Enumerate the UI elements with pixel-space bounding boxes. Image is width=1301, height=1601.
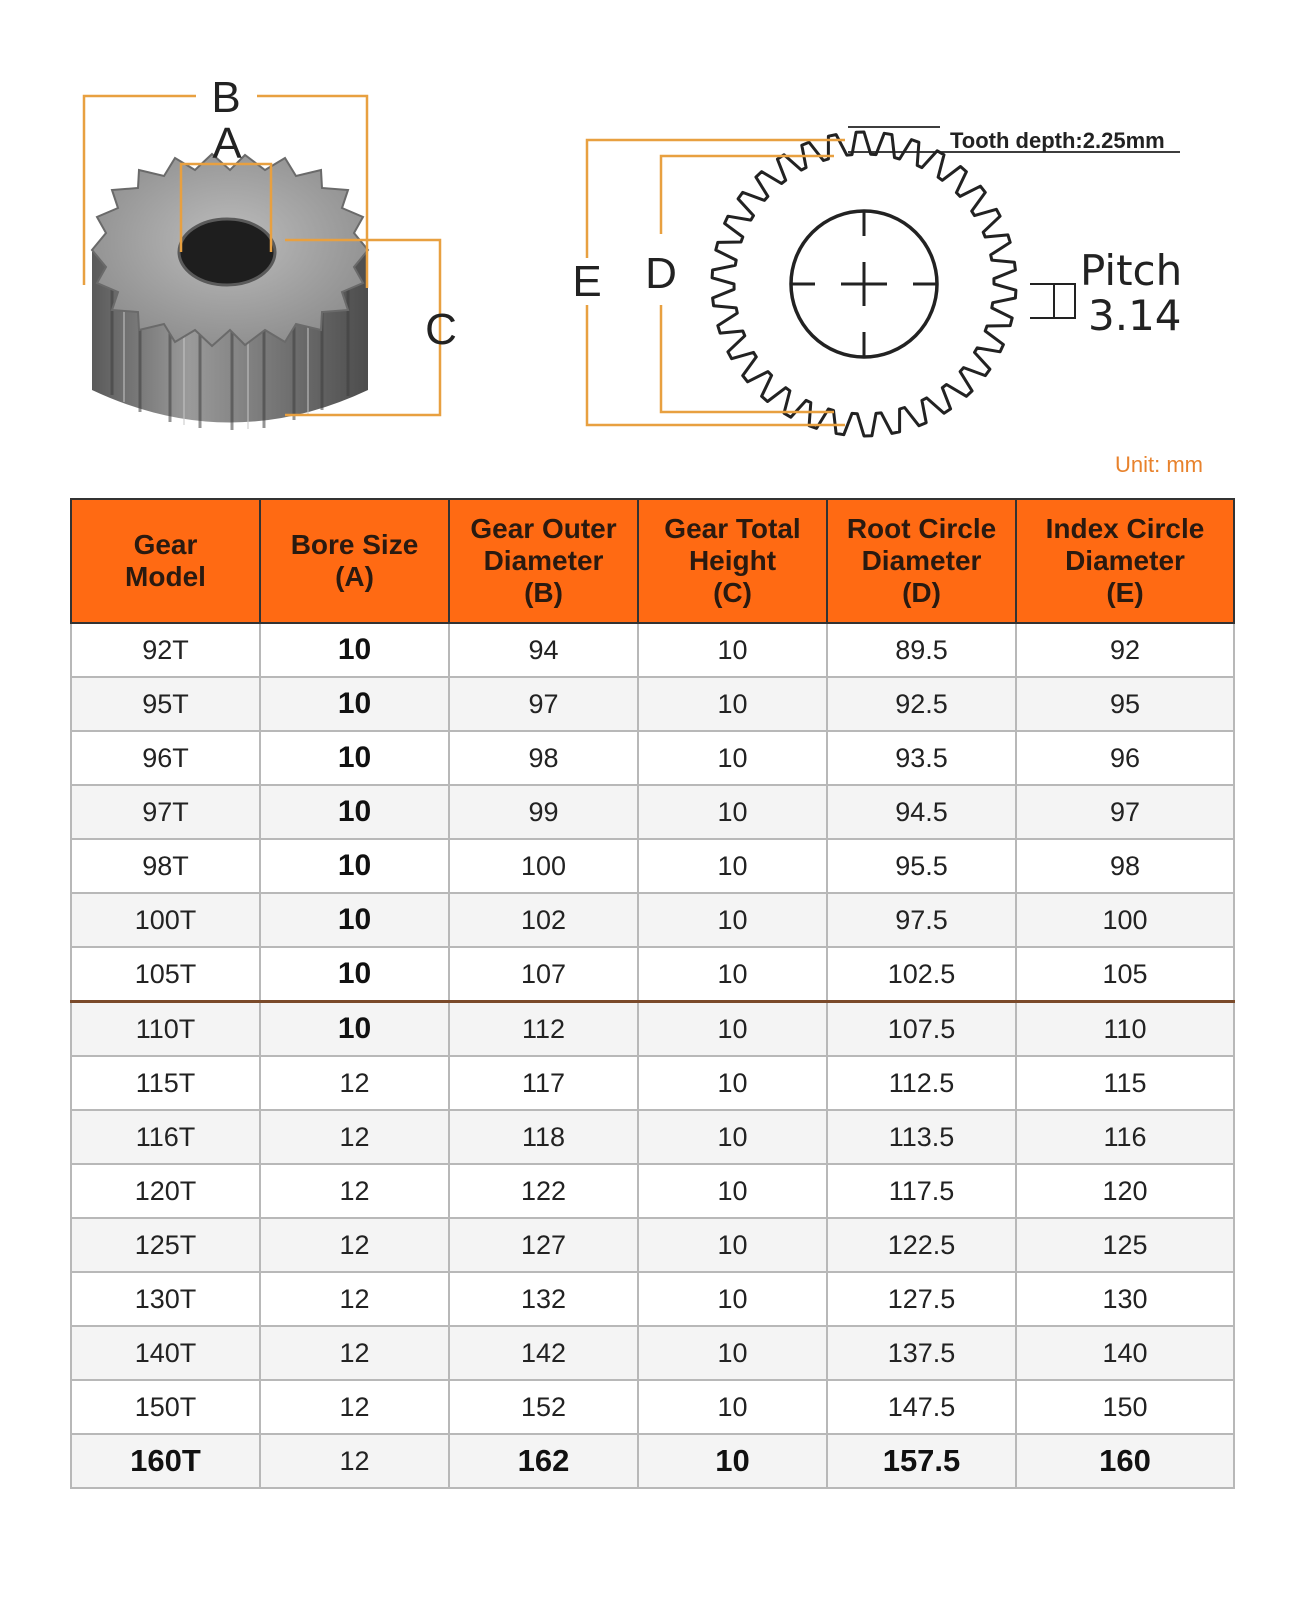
gear-bore-hole xyxy=(179,219,275,285)
table-cell: 140T xyxy=(71,1326,260,1380)
label-c: C xyxy=(425,305,457,354)
table-cell: 10 xyxy=(260,1002,449,1057)
table-cell: 10 xyxy=(638,947,827,1002)
table-cell: 100 xyxy=(449,839,638,893)
column-header-line: Root Circle xyxy=(846,513,997,544)
table-cell: 105 xyxy=(1016,947,1234,1002)
column-header-line: (C) xyxy=(713,577,752,608)
table-cell: 10 xyxy=(638,1272,827,1326)
table-body xyxy=(71,623,1234,1488)
table-row xyxy=(71,623,1234,677)
column-header-line: (E) xyxy=(1106,577,1144,608)
table-cell: 93.5 xyxy=(827,731,1016,785)
table-cell: 117.5 xyxy=(827,1164,1016,1218)
column-header-line: Diameter xyxy=(1065,545,1185,576)
table-cell: 10 xyxy=(638,1434,827,1488)
table-cell: 105T xyxy=(71,947,260,1002)
table-cell: 10 xyxy=(638,1218,827,1272)
table-cell: 10 xyxy=(638,785,827,839)
table-cell: 10 xyxy=(260,731,449,785)
table-row xyxy=(71,1380,1234,1434)
table-row xyxy=(71,1218,1234,1272)
table-cell: 10 xyxy=(638,1326,827,1380)
table-cell: 150T xyxy=(71,1380,260,1434)
column-header-line: (A) xyxy=(335,561,374,592)
table-cell: 10 xyxy=(638,1164,827,1218)
table-cell: 10 xyxy=(638,623,827,677)
table-cell: 120T xyxy=(71,1164,260,1218)
table-cell: 110 xyxy=(1016,1002,1234,1057)
gear-schematic xyxy=(712,132,1016,436)
table-header-row xyxy=(71,499,1234,623)
table-cell: 162 xyxy=(449,1434,638,1488)
table-cell: 100 xyxy=(1016,893,1234,947)
table-cell: 100T xyxy=(71,893,260,947)
table-row xyxy=(71,1056,1234,1110)
table-row xyxy=(71,1326,1234,1380)
table-row xyxy=(71,1110,1234,1164)
table-cell: 95 xyxy=(1016,677,1234,731)
table-cell: 10 xyxy=(260,893,449,947)
table-cell: 160 xyxy=(1016,1434,1234,1488)
table-cell: 150 xyxy=(1016,1380,1234,1434)
table-cell: 12 xyxy=(260,1110,449,1164)
table-cell: 94.5 xyxy=(827,785,1016,839)
table-cell: 92T xyxy=(71,623,260,677)
table-row xyxy=(71,947,1234,1002)
table-cell: 12 xyxy=(260,1434,449,1488)
unit-label: Unit: mm xyxy=(1115,452,1203,477)
column-header-line: (B) xyxy=(524,577,563,608)
column-header-line: Model xyxy=(125,561,206,592)
table-cell: 130T xyxy=(71,1272,260,1326)
table-cell: 96T xyxy=(71,731,260,785)
table-cell: 94 xyxy=(449,623,638,677)
table-cell: 98T xyxy=(71,839,260,893)
table-cell: 142 xyxy=(449,1326,638,1380)
table-row xyxy=(71,1164,1234,1218)
table-cell: 112 xyxy=(449,1002,638,1057)
column-header xyxy=(71,499,260,623)
table-cell: 95.5 xyxy=(827,839,1016,893)
table-cell: 127 xyxy=(449,1218,638,1272)
table-row xyxy=(71,893,1234,947)
table-row xyxy=(71,677,1234,731)
pitch-label: Pitch xyxy=(1080,246,1183,295)
table-cell: 10 xyxy=(638,1056,827,1110)
table-cell: 117 xyxy=(449,1056,638,1110)
column-header xyxy=(1016,499,1234,623)
table-cell: 98 xyxy=(449,731,638,785)
table-cell: 102 xyxy=(449,893,638,947)
table-cell: 10 xyxy=(260,839,449,893)
table-row xyxy=(71,731,1234,785)
table-cell: 98 xyxy=(1016,839,1234,893)
table-cell: 10 xyxy=(638,893,827,947)
table-cell: 97 xyxy=(1016,785,1234,839)
label-e: E xyxy=(572,257,602,306)
table-cell: 89.5 xyxy=(827,623,1016,677)
table-cell: 130 xyxy=(1016,1272,1234,1326)
table-cell: 107 xyxy=(449,947,638,1002)
label-b: B xyxy=(211,73,241,122)
gear-photo xyxy=(92,154,368,430)
table-cell: 12 xyxy=(260,1164,449,1218)
table-cell: 12 xyxy=(260,1272,449,1326)
column-header-line: Height xyxy=(688,545,777,576)
table-cell: 99 xyxy=(449,785,638,839)
gear-diagram xyxy=(0,0,1301,490)
table-cell: 92 xyxy=(1016,623,1234,677)
table-cell: 10 xyxy=(638,1110,827,1164)
table-cell: 147.5 xyxy=(827,1380,1016,1434)
table-cell: 95T xyxy=(71,677,260,731)
table-cell: 125 xyxy=(1016,1218,1234,1272)
table-cell: 160T xyxy=(71,1434,260,1488)
column-header-line: Gear Outer xyxy=(470,513,617,544)
table-cell: 10 xyxy=(260,677,449,731)
table-cell: 10 xyxy=(260,947,449,1002)
table-cell: 110T xyxy=(71,1002,260,1057)
column-header xyxy=(827,499,1016,623)
table-cell: 152 xyxy=(449,1380,638,1434)
column-header-line: Diameter xyxy=(861,545,982,576)
pitch-value: 3.14 xyxy=(1088,291,1182,340)
table-row xyxy=(71,1434,1234,1488)
table-cell: 116T xyxy=(71,1110,260,1164)
label-d: D xyxy=(645,249,677,298)
table-row xyxy=(71,839,1234,893)
table-cell: 10 xyxy=(638,1380,827,1434)
table-cell: 12 xyxy=(260,1218,449,1272)
table-cell: 107.5 xyxy=(827,1002,1016,1057)
table-cell: 97 xyxy=(449,677,638,731)
tooth-depth-label: Tooth depth:2.25mm xyxy=(950,128,1165,153)
table-cell: 122 xyxy=(449,1164,638,1218)
column-header-line: (D) xyxy=(902,577,941,608)
column-header-line: Bore Size xyxy=(290,529,419,560)
pitch-leader xyxy=(1030,284,1075,318)
table-cell: 97T xyxy=(71,785,260,839)
table-cell: 92.5 xyxy=(827,677,1016,731)
table-cell: 157.5 xyxy=(827,1434,1016,1488)
table-cell: 10 xyxy=(638,839,827,893)
table-cell: 120 xyxy=(1016,1164,1234,1218)
table-cell: 118 xyxy=(449,1110,638,1164)
table-cell: 132 xyxy=(449,1272,638,1326)
table-cell: 10 xyxy=(638,677,827,731)
table-row xyxy=(71,1002,1234,1057)
column-header xyxy=(449,499,638,623)
table-row xyxy=(71,785,1234,839)
column-header-line: Gear xyxy=(133,529,198,560)
column-header xyxy=(260,499,449,623)
table-cell: 96 xyxy=(1016,731,1234,785)
table-row xyxy=(71,1272,1234,1326)
table-cell: 125T xyxy=(71,1218,260,1272)
table-cell: 127.5 xyxy=(827,1272,1016,1326)
column-header xyxy=(638,499,827,623)
label-a: A xyxy=(212,119,242,168)
column-header-line: Gear Total xyxy=(664,513,801,544)
table-cell: 102.5 xyxy=(827,947,1016,1002)
table-cell: 97.5 xyxy=(827,893,1016,947)
table-cell: 122.5 xyxy=(827,1218,1016,1272)
table-cell: 10 xyxy=(638,731,827,785)
table-cell: 115 xyxy=(1016,1056,1234,1110)
column-header-line: Diameter xyxy=(483,545,604,576)
table-cell: 112.5 xyxy=(827,1056,1016,1110)
table-cell: 137.5 xyxy=(827,1326,1016,1380)
table-cell: 115T xyxy=(71,1056,260,1110)
table-cell: 10 xyxy=(260,785,449,839)
table-cell: 10 xyxy=(260,623,449,677)
table-cell: 113.5 xyxy=(827,1110,1016,1164)
table-cell: 10 xyxy=(638,1002,827,1057)
table-cell: 140 xyxy=(1016,1326,1234,1380)
gear-spec-table xyxy=(70,498,1235,1489)
table-cell: 12 xyxy=(260,1380,449,1434)
table-cell: 12 xyxy=(260,1056,449,1110)
table-cell: 116 xyxy=(1016,1110,1234,1164)
table-cell: 12 xyxy=(260,1326,449,1380)
column-header-line: Index Circle xyxy=(1045,513,1205,544)
